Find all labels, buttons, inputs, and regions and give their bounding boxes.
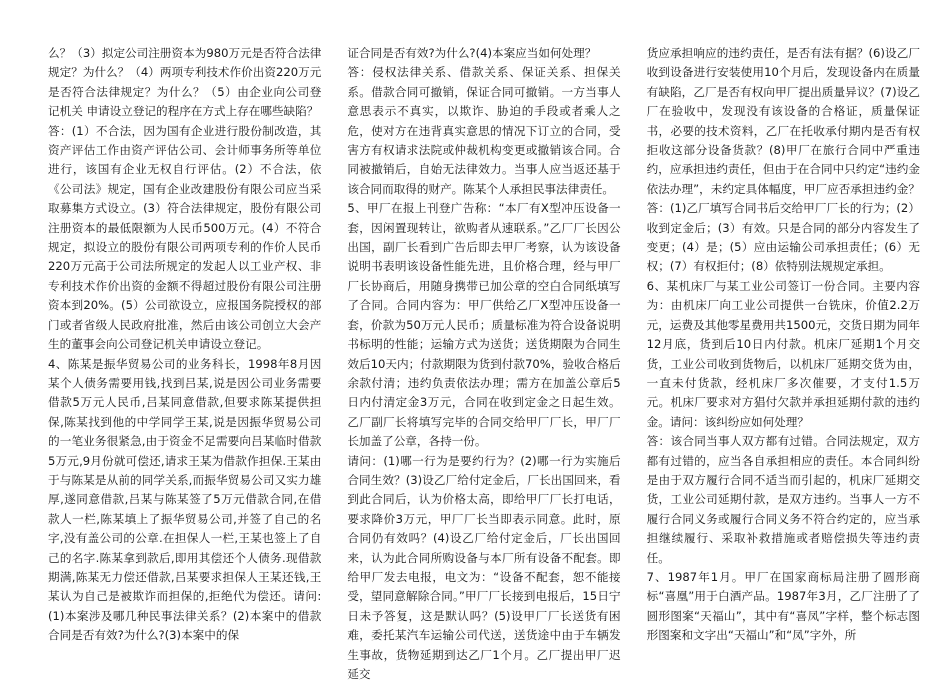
text-column-left bbox=[48, 44, 321, 654]
paragraph: 答：(1）不合法，因为国有企业进行股份制改造，其资产评估工作由资产评估公司、会计师事务所等单位进行，该国有企业无权自行评估。(2）不合法，依《公司法》规定，国有企业改建股份有限公司应当采取募集方式设立。(3）符合法律规定，股份有限公司注册资本的最低限额为人民币500万元。(4）不符合规定，拟设立的股份有限公司两项专利的作价人民币 220万元高于公司法所规定的发起人以工业产权、非专利技术作价出资的金额不得超过股份有限公司注册资本到20%。(5）公司欲设立，应报国务院授权的部门或者省级人民政府批准，然后由该公司创立大会产生的董事会向公司登记机关申请设立登记。 bbox=[48, 123, 322, 352]
paragraph: 答：该合同当事人双方都有过错。合同法规定，双方都有过错的，应当各自承担相应的责任。本合同纠纷是由于双方履行合同不适当而引起的，机床厂延期交货，工业公司延期付款，是双方违约。当事人一方不履行合同义务或履行合同义务不符合约定的，应当承担继续履行、采取补救措施或者赔偿损失等违约责任。 bbox=[646, 434, 920, 565]
paragraph: 5、甲厂在报上刊登广告称：“本厂有X型冲压设备一套，因闲置现转让，欲购者从速联系。”乙厂厂长因公出国，副厂长看到广告后即去甲厂考察，认为该设备说明书表明该设备性能先进，且价格合理，经与甲厂厂长协商后，用随身携带已加公章的空白合同纸填写了合同。合同内容为：甲厂供给乙厂X型冲压设备一套，价款为50万元人民币；质量标准为符合设备说明书标明的性能；运输方式为送货；送货期限为合同生效后10天内；付款期限为货到付款70%，验收合格后余款付清；违约负责依法办理；需方在加盖公章后5日内付清定金3万元，合同在收到定金之日起生效。乙厂副厂长将填写完毕的合同交给甲厂厂长，甲厂厂长加盖了公章，各持一份。 bbox=[347, 201, 621, 449]
paragraph: 6、某机床厂与某工业公司签订一份合同。主要内容为：由机床厂向工业公司提供一台铣床，价值2.2万元，运费及其他零星费用共1500元，交货日期为同年12月底，货到后10日内付款。机床厂延期1个月交货，工业公司收到货物后，以机床厂延期交货为由，一直未付货款，经机床厂多次催要，才支付1.5万元。机床厂要求对方猖付欠款并承担延期付款的违约金。请问：该纠纷应如何处理？ bbox=[646, 278, 920, 429]
paragraph: 答：侵权法律关系、借款关系、保证关系、担保关系。借款合同可撤销，保证合同可撤销。一方当事人意思表示不真实，以欺诈、胁迫的手段或者乘人之危，使对方在违背真实意思的情况下订立的合同，受害方有权请求法院或仲裁机构变更或撤销该合同。合同被撤销后，自始无法律效力。当事人应当返还基于该合同而取得的财产。陈某个人承担民事法律责任。 bbox=[347, 65, 621, 196]
paragraph: 7、1987年1月。甲厂在国家商标局注册了圆形商标“喜凰”用于白酒产品。1987年3月，乙厂注册了了圆形图案“天福山”，其中有“喜凤”字样，整个标志图形图案和文字出“天福山”和“凤”字外，所 bbox=[646, 569, 920, 643]
paragraph: 货应承担响应的违约责任，是否有法有据？(6)设乙厂收到设备进行安装使用10个月后，发现设备内在质量有缺陷，乙厂是否有权向甲厂提出质量异议？(7)设乙厂在验收中，发现没有该设备的合格证，质量保证书，必要的技术资料，乙厂在托收承付期内是否有权拒收这部分设备货款？(8)甲厂在旅行合同中严重违约，应承担违约责任，但由于在合同中只约定“违约金依法办理”，未约定具体幅度，甲厂应否承担违约金？答：(1)乙厂填写合同书后交给甲厂厂长的行为；(2）收到定金后；(3）有效。只是合同的部分内容发生了变更；(4）是；(5）应由运输公司承担责任；(6）无权；(7）有权拒付；(8）依特别法规规定承担。 bbox=[646, 46, 920, 274]
paragraph: 请问：(1)哪一行为是要约行为？(2)哪一行为实施后合同生效？(3)设乙厂给付定金后，厂长出国回来，看到此合同后，认为价格太高，即给甲厂厂长打电话，要求降价3万元，甲厂厂长当即表示同意。此时，原合同仍有效吗？(4)设乙厂给付定金后，厂长出国回来，认为此合同所购设备与本厂所有设备不配套。即给甲厂发去电报，电文为：“设备不配套，恕不能接受，望同意解除合同。”甲厂厂长接到电报后，15日宁日未予答复，这是默认吗？(5)设甲厂厂长送货有困难，委托某汽车运输公司代送，送货途中由于车辆发生事故，货物延期到达乙厂1个月。乙厂提出甲厂迟延交 bbox=[347, 453, 621, 681]
paragraph: 么？（3）拟定公司注册资本为980万元是否符合法律规定？为什么？（4）两项专利技术作价出资220万元是否符合法律规定？为什么？（5）由企业向公司登记机关 申请设立登记的程序在方式上存在哪些缺陷？ bbox=[48, 46, 322, 119]
text-column-right bbox=[647, 44, 920, 654]
paragraph: 4、陈某是振华贸易公司的业务科长，1998年8月因某个人债务需要用钱,找到吕某,说是因公司业务需要借款5万元人民币,吕某同意借款,但要求陈某提供担保,陈某找到他的中学同学王某,说是因振华贸易公司的一笔业务很紧急,由于资金不足需要向吕某临时借款5万元,9月份就可偿还,请求王某为借款作担保.王某由于与陈某是从前的同学关系,而振华贸易公司又实力雄厚,遂同意借款,吕某与陈某签了5万元借款合同,在借款人一栏,陈某填上了振华贸易公司,并签了自己的名字,没有盖公司的公章.在担保人一栏,王某也签上了自己的名字.陈某拿到款后,即用其偿还个人债务.现借款期满,陈某无力偿还借款,吕某要求担保人王某还钱,王某认为自己是被欺诈而担保的,拒绝代为偿还。请问:(1)本案涉及哪几种民事法律关系？(2)本案中的借款合同是否有效?为什么?(3)本案中的保 bbox=[48, 356, 322, 643]
paragraph: 证合同是否有效?为什么?(4)本案应当如何处理？ bbox=[347, 46, 597, 60]
text-column-middle bbox=[347, 44, 621, 681]
